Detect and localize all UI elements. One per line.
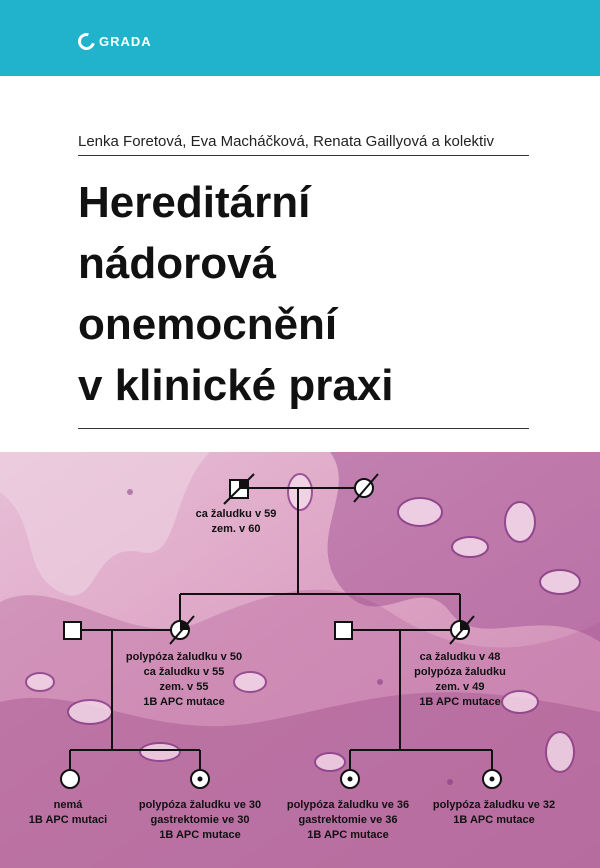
- note-line: zem. v 60: [211, 523, 261, 535]
- divider-bottom: [78, 428, 529, 429]
- note-line: ca žaludku v 55: [143, 666, 225, 678]
- pedigree-symbol-child-3: [341, 770, 359, 788]
- note-line: 1B APC mutaci: [28, 814, 108, 826]
- note-line: gastrektomie ve 36: [298, 814, 398, 826]
- note-line: polypóza žaludku ve 32: [432, 799, 556, 811]
- publisher-bar: [0, 0, 600, 76]
- divider-top: [78, 155, 529, 156]
- publisher-name: GRADA: [99, 34, 152, 49]
- note-line: zem. v 49: [435, 681, 485, 693]
- title-line: Hereditární: [78, 178, 311, 227]
- cover-illustration: [0, 452, 600, 868]
- title-line: nádorová: [78, 239, 277, 288]
- note-line: gastrektomie ve 30: [150, 814, 250, 826]
- pedigree-symbol-child-1: [61, 770, 79, 788]
- pedigree-symbol-father-right: [335, 622, 352, 639]
- publisher-logo: [78, 33, 152, 50]
- note-line: 1B APC mutace: [143, 696, 225, 708]
- pedigree-symbol-father-left: [64, 622, 81, 639]
- title-line: onemocnění: [78, 300, 338, 349]
- note-line: 1B APC mutace: [159, 829, 241, 841]
- note-line: 1B APC mutace: [307, 829, 389, 841]
- note-line: nemá: [53, 799, 83, 811]
- book-title: [78, 172, 548, 416]
- title-line: v klinické praxi: [78, 361, 394, 410]
- authors: Lenka Foretová, Eva Macháčková, Renata Gaillyová a kolektiv: [78, 133, 495, 150]
- note-line: ca žaludku v 59: [195, 508, 277, 520]
- note-line: 1B APC mutace: [419, 696, 501, 708]
- note-line: ca žaludku v 48: [419, 651, 501, 663]
- grada-logo-icon: [75, 30, 98, 53]
- note-line: polypóza žaludku ve 30: [138, 799, 262, 811]
- pedigree-symbol-child-2: [191, 770, 209, 788]
- pedigree-symbol-child-4: [483, 770, 501, 788]
- note-line: zem. v 55: [159, 681, 209, 693]
- note-line: 1B APC mutace: [453, 814, 535, 826]
- note-line: polypóza žaludku: [414, 666, 506, 678]
- note-line: polypóza žaludku ve 36: [286, 799, 410, 811]
- note-line: polypóza žaludku v 50: [125, 651, 243, 663]
